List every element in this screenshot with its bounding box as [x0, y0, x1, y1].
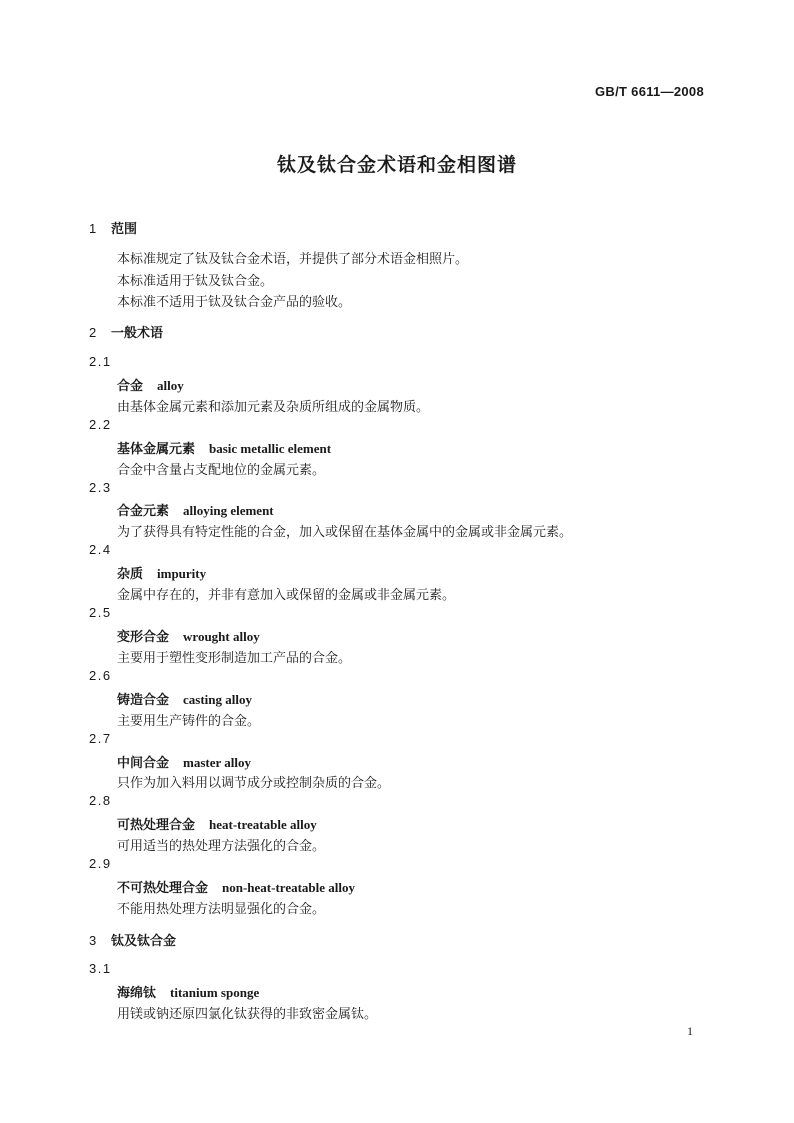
- paragraph: 本标准适用于钛及钛合金。: [117, 274, 274, 289]
- term-entry: [117, 375, 184, 394]
- term-definition: 只作为加入料用以调节成分或控制杂质的合金。: [117, 776, 391, 791]
- section-number: 3: [89, 933, 97, 948]
- clause-number: 3.1: [89, 961, 112, 976]
- term-chinese: 可热处理合金: [117, 818, 196, 833]
- term-english: titanium sponge: [170, 985, 260, 1000]
- term-chinese: 杂质: [117, 567, 144, 582]
- term-english: impurity: [157, 566, 207, 581]
- section-title: 一般术语: [111, 326, 164, 341]
- term-entry: [117, 877, 355, 896]
- clause-number: 2.7: [89, 731, 112, 746]
- clause-number: 2.4: [89, 542, 112, 557]
- term-definition: 用镁或钠还原四氯化钛获得的非致密金属钛。: [117, 1007, 378, 1022]
- term-chinese: 基体金属元素: [117, 442, 196, 457]
- term-entry: [117, 500, 274, 519]
- term-english: wrought alloy: [183, 629, 260, 644]
- clause-number: 2.6: [89, 668, 112, 683]
- page-number: 1: [687, 1024, 693, 1038]
- section-heading: [89, 322, 163, 341]
- term-chinese: 海绵钛: [117, 986, 157, 1001]
- section-heading: [89, 218, 137, 237]
- term-english: basic metallic element: [209, 441, 332, 456]
- paragraph: 本标准不适用于钛及钛合金产品的验收。: [117, 295, 352, 310]
- clause-number: 2.2: [89, 417, 112, 432]
- term-definition: 不能用热处理方法明显强化的合金。: [117, 902, 326, 917]
- term-definition: 由基体金属元素和添加元素及杂质所组成的金属物质。: [117, 400, 430, 415]
- term-entry: [117, 752, 251, 771]
- section-number: 1: [89, 221, 97, 236]
- term-entry: [117, 814, 317, 833]
- paragraph: 本标准规定了钛及钛合金术语，并提供了部分术语金相照片。: [117, 252, 469, 267]
- term-english: master alloy: [183, 755, 252, 770]
- term-entry: [117, 982, 259, 1001]
- document-title: 钛及钛合金术语和金相图谱: [276, 154, 517, 176]
- section-title: 范围: [111, 222, 138, 237]
- clause-number: 2.3: [89, 480, 112, 495]
- term-entry: [117, 626, 260, 645]
- term-chinese: 中间合金: [117, 756, 170, 771]
- term-english: alloy: [157, 378, 184, 393]
- term-chinese: 合金元素: [117, 504, 170, 519]
- term-english: heat-treatable alloy: [209, 817, 317, 832]
- term-english: non-heat-treatable alloy: [222, 880, 356, 895]
- term-chinese: 合金: [117, 379, 144, 394]
- section-title: 钛及钛合金: [111, 934, 177, 949]
- term-entry: [117, 563, 206, 582]
- term-chinese: 铸造合金: [117, 693, 170, 708]
- term-entry: [117, 689, 252, 708]
- term-entry: [117, 438, 331, 457]
- term-definition: 合金中含量占支配地位的金属元素。: [117, 463, 326, 478]
- term-english: alloying element: [183, 503, 274, 518]
- term-definition: 可用适当的热处理方法强化的合金。: [117, 839, 326, 854]
- term-definition: 主要用生产铸件的合金。: [117, 714, 261, 729]
- term-chinese: 不可热处理合金: [117, 881, 209, 896]
- term-definition: 金属中存在的，并非有意加入或保留的金属或非金属元素。: [117, 588, 456, 603]
- clause-number: 2.5: [89, 605, 112, 620]
- section-heading: [89, 930, 176, 949]
- section-number: 2: [89, 325, 97, 340]
- term-definition: 主要用于塑性变形制造加工产品的合金。: [117, 651, 352, 666]
- standard-number: GB/T 6611—2008: [595, 84, 704, 99]
- clause-number: 2.8: [89, 793, 112, 808]
- term-english: casting alloy: [183, 692, 252, 707]
- clause-number: 2.1: [89, 354, 112, 369]
- term-definition: 为了获得具有特定性能的合金，加入或保留在基体金属中的金属或非金属元素。: [117, 525, 573, 540]
- clause-number: 2.9: [89, 856, 112, 871]
- term-chinese: 变形合金: [117, 630, 170, 645]
